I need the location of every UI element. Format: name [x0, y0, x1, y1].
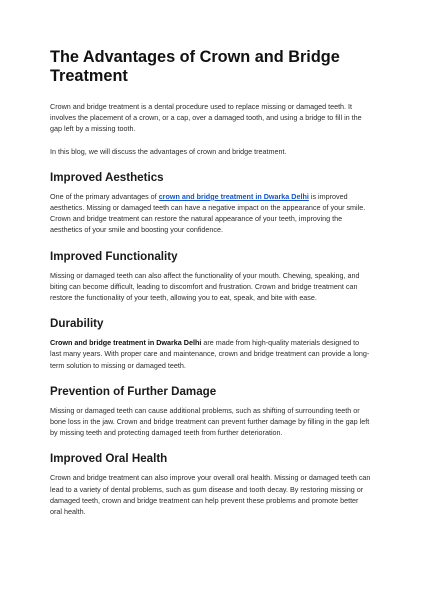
section-paragraph: Missing or damaged teeth can also affect the functionality of your mouth. Chewing, speaking, and biting can become difficult, leading to discomfort and frustration. Crown and bridge treatment can restore the functionality of your teeth, allowing you to eat, speak, and bite with ease. [50, 270, 360, 303]
section-paragraph [50, 337, 372, 371]
section-improved-aesthetics [50, 171, 372, 236]
page-title: The Advantages of Crown and Bridge Treatment [50, 48, 340, 85]
paragraph-text: One of the primary advantages of [50, 191, 159, 201]
paragraph-text: are made from high-quality materials designed to last many years. With proper care and maintenance, crown and bridge treatment can provide a long-term solution to missing or damaged teeth. [50, 338, 370, 370]
intro-paragraph: In this blog, we will discuss the advantages of crown and bridge treatment. [50, 146, 287, 156]
section-improved-functionality [50, 250, 372, 304]
section-heading: Improved Functionality [50, 249, 178, 263]
paragraph-text: is improved aesthetics. Missing or damaged teeth can have a negative impact on the appearance of your smile. Crown and bridge treatment can restore the natural appearance of your teeth, improving the aesthetics of your smile and boosting your confidence. [50, 191, 366, 235]
section-improved-oral-health [50, 452, 372, 517]
section-heading: Prevention of Further Damage [50, 384, 217, 398]
intro-paragraph: Crown and bridge treatment is a dental procedure used to replace missing or damaged teeth. It involves the placement of a crown, or a cap, over a damaged tooth, and using a bridge to fill in the gap left by a missing tooth. [50, 102, 362, 134]
section-paragraph [50, 191, 372, 236]
section-prevention-of-further-damage [50, 385, 372, 439]
section-paragraph: Missing or damaged teeth can cause additional problems, such as shifting of surrounding teeth or bone loss in the jaw. Crown and bridge treatment can prevent further damage by filling in the gap left by missing teeth and protecting damaged teeth from further deterioration. [50, 405, 370, 438]
section-heading: Improved Oral Health [50, 452, 168, 466]
crown-bridge-link[interactable]: crown and bridge treatment in Dwarka Delhi [158, 191, 309, 201]
section-durability [50, 317, 372, 371]
section-heading: Improved Aesthetics [50, 170, 164, 184]
bold-text: Crown and bridge treatment in Dwarka Delhi [50, 338, 202, 348]
section-paragraph: Crown and bridge treatment can also improve your overall oral health. Missing or damaged teeth can lead to a variety of dental problems, such as gum disease and tooth decay. By restoring missing or damaged teeth, crown and bridge treatment can help prevent these problems and promote better oral health. [50, 473, 371, 517]
section-heading: Durability [50, 317, 104, 331]
